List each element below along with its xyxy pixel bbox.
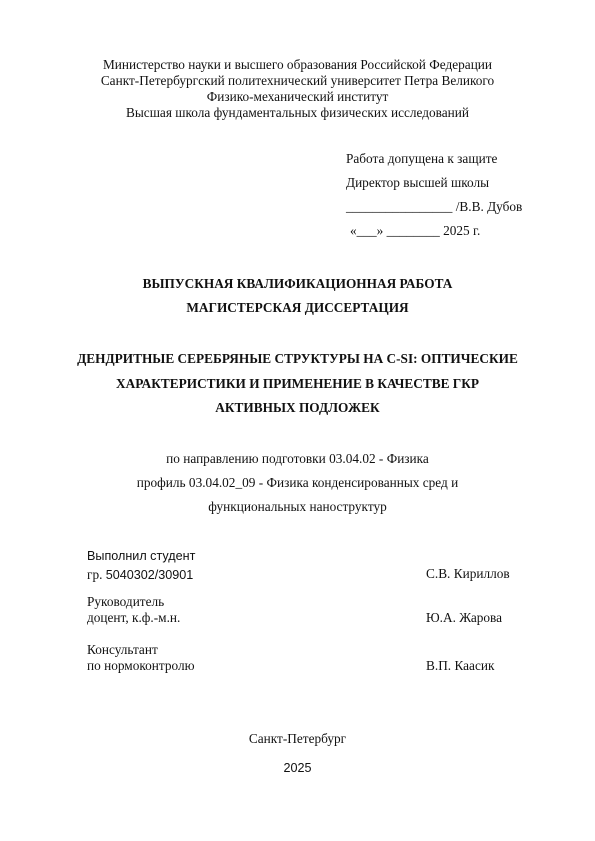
supervisor-name: Ю.А. Жарова (426, 610, 503, 625)
program-profile: профиль 03.04.02_09 - Физика конденсированных сред и (136, 475, 459, 490)
student-role: Выполнил студент (87, 549, 196, 563)
university-line: Санкт-Петербургский политехнический университет Петра Великого (100, 73, 495, 88)
student-name: С.В. Кириллов (426, 566, 510, 581)
school-line: Высшая школа фундаментальных физических исследований (125, 105, 470, 120)
approval-signature-line: ________________ /В.В. Дубов (346, 199, 523, 214)
year: 2025 (283, 761, 312, 775)
thesis-title-line-3: АКТИВНЫХ ПОДЛОЖЕК (215, 400, 380, 415)
consultant-name: В.П. Каасик (426, 658, 495, 673)
work-type-line-1: ВЫПУСКНАЯ КВАЛИФИКАЦИОННАЯ РАБОТА (142, 276, 453, 291)
approval-director: Директор высшей школы (346, 175, 490, 190)
consultant-role: Консультант (87, 642, 158, 657)
student-group (87, 566, 193, 584)
approval-date-line: «___» ________ 2025 г. (350, 223, 481, 238)
program-direction: по направлению подготовки 03.04.02 - Физика (166, 451, 429, 466)
supervisor-role: Руководитель (87, 594, 165, 609)
institute-line: Физико-механический институт (206, 89, 389, 104)
ministry-line: Министерство науки и высшего образования Российской Федерации (102, 57, 493, 72)
student-group-prefix: гр. (87, 567, 106, 582)
supervisor-degree: доцент, к.ф.-м.н. (87, 610, 181, 625)
thesis-title-line-1: ДЕНДРИТНЫЕ СЕРЕБРЯНЫЕ СТРУКТУРЫ НА C-SI: ОПТИЧЕСКИЕ (77, 351, 518, 366)
thesis-title-line-2: ХАРАКТЕРИСТИКИ И ПРИМЕНЕНИЕ В КАЧЕСТВЕ ГКР (116, 376, 479, 391)
student-group-number: 5040302/30901 (105, 568, 194, 582)
program-profile-cont: функциональных наноструктур (208, 499, 387, 514)
approval-admitted: Работа допущена к защите (346, 151, 498, 166)
work-type-line-2: МАГИСТЕРСКАЯ ДИССЕРТАЦИЯ (186, 300, 409, 315)
consultant-detail: по нормоконтролю (87, 658, 195, 673)
city: Санкт-Петербург (248, 731, 347, 746)
